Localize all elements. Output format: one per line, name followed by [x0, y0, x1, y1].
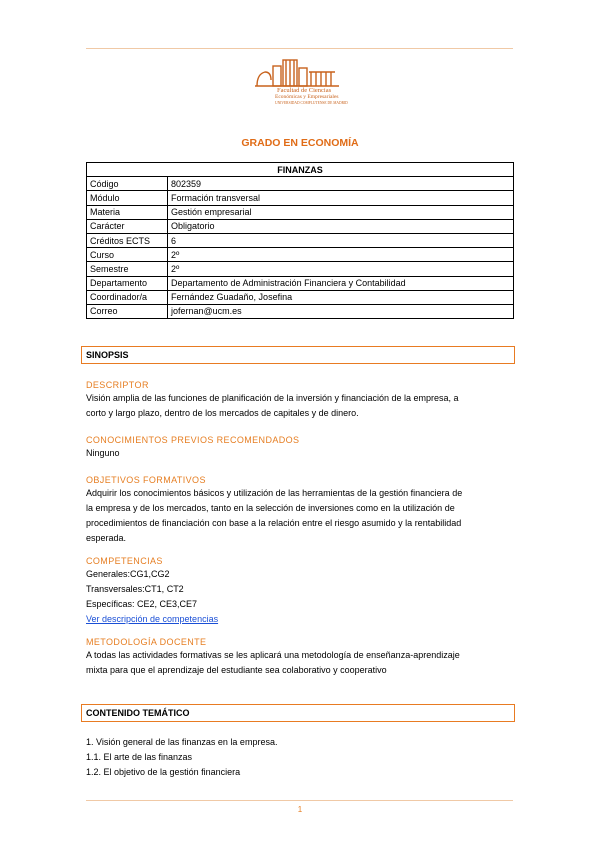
descriptor-text	[86, 391, 518, 421]
row-value: Departamento de Administración Financiera y Contabilidad	[168, 276, 514, 290]
table-row	[87, 191, 514, 205]
text-line: Adquirir los conocimientos básicos y utilización de las herramientas de la gestión financiera de	[86, 488, 463, 498]
list-item: 1. Visión general de las finanzas en la empresa.	[86, 737, 278, 747]
text-line: mixta para que el aprendizaje del estudiante sea colaborativo y cooperativo	[86, 665, 387, 675]
row-key: Correo	[87, 304, 168, 318]
table-row	[87, 262, 514, 276]
row-value: 2º	[168, 262, 514, 276]
table-row	[87, 177, 514, 191]
section-heading: CONTENIDO TEMÁTICO	[86, 708, 190, 718]
row-key: Semestre	[87, 262, 168, 276]
row-key: Departamento	[87, 276, 168, 290]
table-row	[87, 219, 514, 233]
table-row	[87, 276, 514, 290]
objectives-text	[86, 486, 518, 546]
descriptor-label: DESCRIPTOR	[86, 380, 149, 390]
row-key: Curso	[87, 248, 168, 262]
text-line: Específicas: CE2, CE3,CE7	[86, 599, 198, 609]
methodology-text	[86, 648, 518, 678]
degree-title: GRADO EN ECONOMÍA	[241, 137, 359, 149]
logo-line-2: Económicas y Empresariales	[275, 94, 339, 100]
prev-knowledge-label: CONOCIMIENTOS PREVIOS RECOMENDADOS	[86, 435, 300, 445]
sinopsis-section-header	[81, 346, 515, 364]
course-info-table	[86, 162, 514, 319]
row-value: 2º	[168, 248, 514, 262]
bottom-rule	[86, 800, 513, 801]
table-row	[87, 248, 514, 262]
text-line: procedimientos de financiación con base a la relación entre el riesgo asumido y la rentabilidad	[86, 518, 462, 528]
page-number: 1	[297, 805, 303, 814]
row-key: Código	[87, 177, 168, 191]
row-value: Fernández Guadaño, Josefina	[168, 290, 514, 304]
contenido-section-header	[81, 704, 515, 722]
top-rule	[86, 48, 513, 49]
faculty-logo	[253, 58, 348, 106]
contenido-list	[86, 735, 518, 780]
text-line: esperada.	[86, 533, 127, 543]
competencias-link[interactable]: Ver descripción de competencias	[86, 614, 219, 624]
row-value: Obligatorio	[168, 219, 514, 233]
text-line: Generales:CG1,CG2	[86, 569, 170, 579]
logo-line-1: Facultad de Ciencias	[277, 87, 332, 94]
logo-line-3: UNIVERSIDAD COMPLUTENSE DE MADRID	[275, 101, 348, 105]
prev-knowledge-text: Ninguno	[86, 448, 120, 458]
text-line: A todas las actividades formativas se les aplicará una metodología de enseñanza-aprendizaje	[86, 650, 460, 660]
row-key: Módulo	[87, 191, 168, 205]
row-value: 802359	[168, 177, 514, 191]
table-row	[87, 233, 514, 247]
row-key: Carácter	[87, 219, 168, 233]
table-row	[87, 290, 514, 304]
table-row	[87, 205, 514, 219]
row-value: 6	[168, 233, 514, 247]
row-value: Formación transversal	[168, 191, 514, 205]
methodology-label: METODOLOGÍA DOCENTE	[86, 637, 207, 647]
list-item: 1.2. El objetivo de la gestión financiera	[86, 767, 241, 777]
course-name: FINANZAS	[87, 163, 514, 177]
competencias-label: COMPETENCIAS	[86, 556, 163, 566]
section-heading: SINOPSIS	[86, 350, 129, 360]
row-value: Gestión empresarial	[168, 205, 514, 219]
text-line: la empresa y de los mercados, tanto en la selección de inversiones como en la utilización de	[86, 503, 455, 513]
building-icon	[253, 58, 343, 88]
row-key: Coordinador/a	[87, 290, 168, 304]
list-item: 1.1. El arte de las finanzas	[86, 752, 193, 762]
objectives-label: OBJETIVOS FORMATIVOS	[86, 475, 206, 485]
table-row	[87, 304, 514, 318]
row-key: Materia	[87, 205, 168, 219]
competencias-text	[86, 567, 518, 627]
row-key: Créditos ECTS	[87, 233, 168, 247]
table-header-row	[87, 163, 514, 177]
row-value: jofernan@ucm.es	[168, 304, 514, 318]
text-line: Visión amplia de las funciones de planificación de la inversión y financiación de la empresa, a	[86, 393, 459, 403]
text-line: corto y largo plazo, dentro de los mercados de capitales y de dinero.	[86, 408, 359, 418]
text-line: Transversales:CT1, CT2	[86, 584, 184, 594]
